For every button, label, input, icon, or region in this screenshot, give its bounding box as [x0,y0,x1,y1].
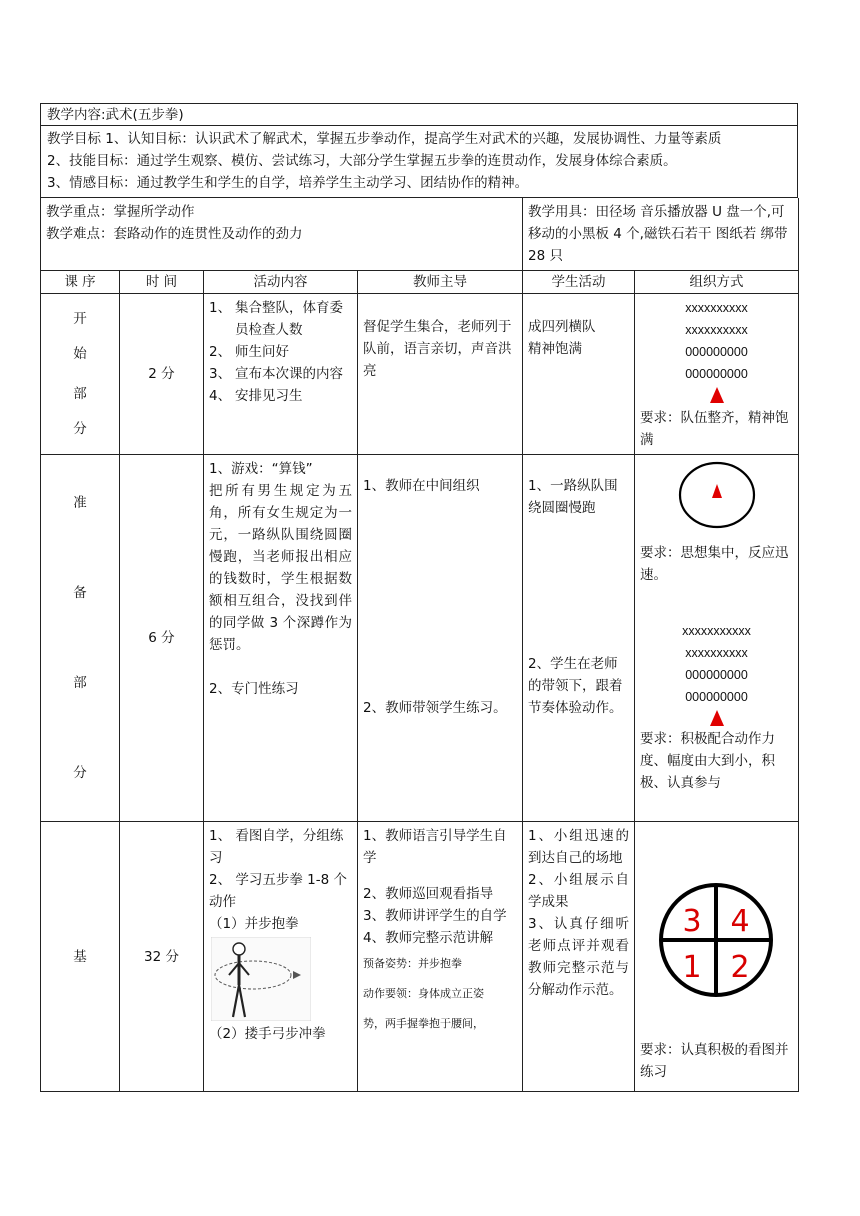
student-cell: 成四列横队 精神饱满 [523,294,635,455]
self-study: 1、 看图自学，分组练习 [209,828,344,866]
move-1: （1）并步抱拳 [209,916,299,932]
time-cell: 32 分 [120,822,204,1092]
table-row [41,294,799,455]
activity-cell [204,822,358,1092]
equipment: 教学用具：田径场 音乐播放器 U 盘一个,可移动的小黑板 4 个,磁铁石若干 图纸若 绑带 28 只 [523,198,799,271]
move-2: （2）搂手弓步冲拳 [209,1026,326,1042]
time-cell: 6 分 [120,455,204,822]
formation: xxxxxxxxxx xxxxxxxxxx 000000000 000000000 [640,297,793,403]
teacher-cell: 1、教师在中间组织 2、教师带领学生练习。 [358,455,523,822]
list-item: 1、 集合整队，体育委员检查人数 [209,300,343,338]
col-teacher: 教师主导 [358,271,523,294]
formation: xxxxxxxxxxx xxxxxxxxxx 000000000 000000000 [640,620,793,726]
organization-cell [635,455,799,822]
circle-run-diagram [640,458,792,532]
quadrant-label: 3 [682,904,702,939]
requirement: 要求：积极配合动作力度、幅度由大到小，积极、认真参与 [640,731,775,791]
time-cell: 2 分 [120,294,204,455]
key-points-cell [41,198,523,271]
phase-start: 开 始 部 分 [41,294,120,455]
martial-arts-figure-image [211,937,311,1021]
quadrant-label: 4 [730,904,750,939]
column-headers [41,271,799,294]
difficulty: 教学难点：套路动作的连贯性及动作的劲力 [46,226,303,242]
list-item: 3、 宣布本次课的内容 [209,366,343,382]
teacher-cell: 督促学生集合，老师列于队前，语言亲切，声音洪亮 [358,294,523,455]
quadrant-label: 1 [682,950,702,985]
requirement: 要求：思想集中，反应迅速。 [640,545,789,583]
key-point: 教学重点：掌握所学动作 [46,204,195,220]
table-row [41,822,799,1092]
goals-row [40,126,798,198]
list-item: 2、 师生问好 [209,344,289,360]
lesson-table [40,198,799,1092]
organization-cell [635,822,799,1092]
four-group-field-diagram [640,825,792,1025]
lesson-content: 教学内容:武术(五步拳) [47,107,184,123]
teacher-cell: 1、教师语言引导学生自学 2、教师巡回观看指导 3、教师讲评学生的自学 4、教师完整示范讲解 预备姿势：并步抱拳 动作要领：身体成立正姿 势，两手握拳抱于腰间， [358,822,523,1092]
col-student: 学生活动 [523,271,635,294]
organization-cell [635,294,799,455]
table-row [41,455,799,822]
goal-emotion: 3、情感目标：通过教学生和学生的自学，培养学生主动学习、团结协作的精神。 [47,175,529,191]
student-cell: 1、一路纵队围绕圆圈慢跑 2、学生在老师的带领下，跟着节奏体验动作。 [523,455,635,822]
student-cell: 1、小组迅速的到达自己的场地 2、小组展示自学成果 3、认真仔细听老师点评并观看教师完整示范与分解动作示范。 [523,822,635,1092]
teacher-position-icon [710,710,724,726]
lesson-plan [40,103,798,1092]
col-activity: 活动内容 [204,271,358,294]
teacher-position-icon [710,387,724,403]
special-practice: 2、专门性练习 [209,681,299,697]
col-phase: 课 序 [41,271,120,294]
col-time: 时 间 [120,271,204,294]
list-item: 4、 安排见习生 [209,388,303,404]
quadrant-label: 2 [730,950,750,985]
requirement: 要求：认真积极的看图并练习 [640,1042,789,1080]
goal-skill: 2、技能目标：通过学生观察、模仿、尝试练习，大部分学生掌握五步拳的连贯动作，发展身体综合素质。 [47,153,677,169]
requirement: 要求：队伍整齐，精神饱满 [640,410,789,448]
activity-cell [204,455,358,822]
game-title: 1、游戏：“算钱” [209,461,313,477]
col-organization: 组织方式 [635,271,799,294]
game-description: 把所有男生规定为五角，所有女生规定为一元，一路纵队围绕圆圈慢跑，当老师报出相应的钱数时，学生根据数额相互组合，没找到伴的同学做 3 个深蹲作为惩罚。 [209,483,352,653]
phase-prepare: 准 备 部 分 [41,455,120,822]
content-row [40,103,798,126]
goal-cognitive: 教学目标 1、认知目标：认识武术了解武术，掌握五步拳动作，提高学生对武术的兴趣，发展协调性、力量等素质 [47,131,722,147]
learn-moves: 2、 学习五步拳 1-8 个动作 [209,872,348,910]
phase-basic: 基 [41,822,120,1092]
activity-cell [204,294,358,455]
